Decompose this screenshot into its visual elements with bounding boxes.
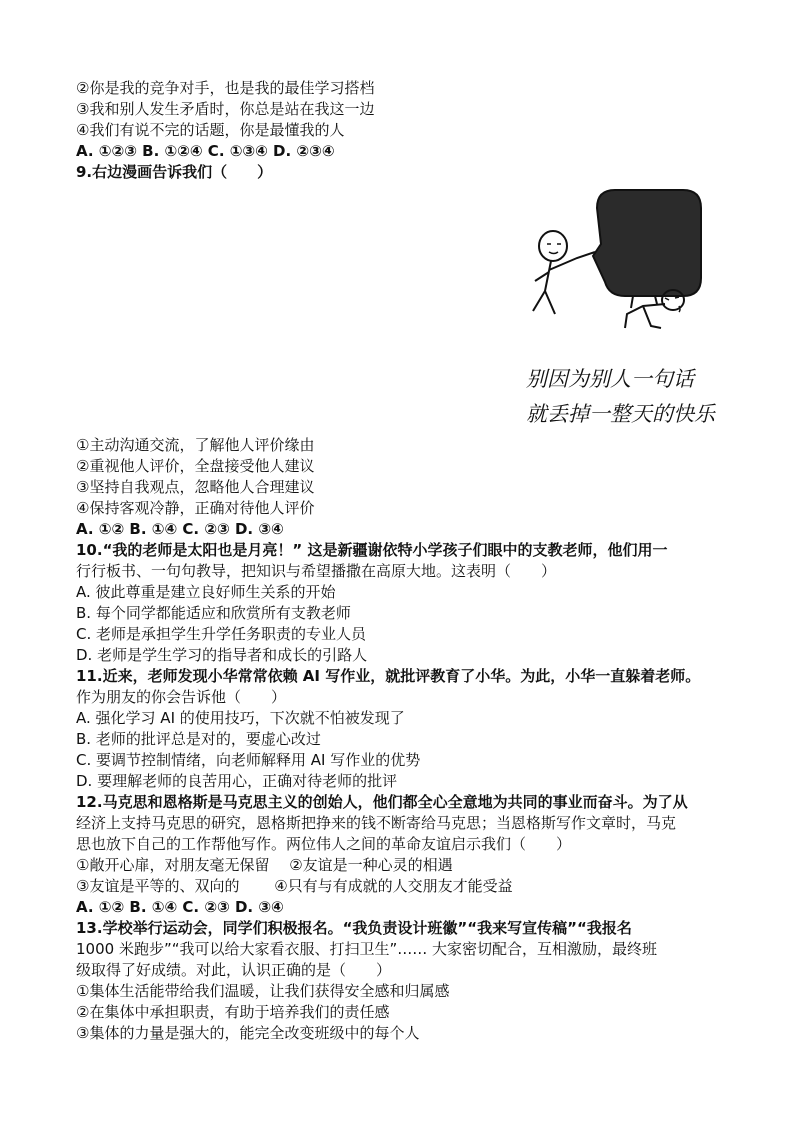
question-13: 13.学校举行运动会，同学们积极报名。“我负责设计班徽”“我来写宣传稿”“我报名: [76, 919, 632, 937]
option-b: B. 老师的批评总是对的，要虚心改过: [76, 730, 321, 748]
question-12-cont: 思也放下自己的工作帮他写作。两位伟人之间的革命友谊启示我们（ ）: [76, 835, 572, 853]
option-c: C. 要调节控制情绪，向老师解释用 AI 写作业的优势: [76, 751, 421, 769]
question-13-cont: 1000 米跑步”“我可以给大家看衣服、打扫卫生”…… 大家密切配合，互相激励，最终班: [76, 940, 658, 958]
option-line: ①集体生活能带给我们温暖，让我们获得安全感和归属感: [76, 982, 450, 1000]
question-10-cont: 行行板书、一句句教导，把知识与希望播撒在高原大地。这表明（ ）: [76, 562, 557, 580]
option-a: A. 彼此尊重是建立良好师生关系的开始: [76, 583, 336, 601]
answer-choices: A. ①② B. ①④ C. ②③ D. ③④: [76, 520, 284, 538]
option-b: B. 每个同学都能适应和欣赏所有支教老师: [76, 604, 351, 622]
question-12: 12.马克思和恩格斯是马克思主义的创始人，他们都全心全意地为共同的事业而奋斗。为了从: [76, 793, 688, 811]
cartoon-caption-line-2: 就丢掉一整天的快乐: [526, 402, 715, 426]
question-11: 11.近来，老师发现小华常常依赖 AI 写作业，就批评教育了小华。为此，小华一直躲着老师。: [76, 667, 701, 685]
option-line: ①主动沟通交流，了解他人评价缘由: [76, 436, 315, 454]
option-a: A. 强化学习 AI 的使用技巧，下次就不怕被发现了: [76, 709, 405, 727]
question-11-cont: 作为朋友的你会告诉他（ ）: [76, 688, 287, 706]
option-c: C. 老师是承担学生升学任务职责的专业人员: [76, 625, 367, 643]
option-line: ③集体的力量是强大的，能完全改变班级中的每个人: [76, 1024, 420, 1042]
cartoon-drawing: [515, 186, 715, 336]
answer-choices: A. ①② B. ①④ C. ②③ D. ③④: [76, 898, 284, 916]
option-line: ②你是我的竞争对手，也是我的最佳学习搭档: [76, 79, 375, 97]
option-line: ④我们有说不完的话题，你是最懂我的人: [76, 121, 345, 139]
question-12-cont: 经济上支持马克思的研究，恩格斯把挣来的钱不断寄给马克思；当恩格斯写作文章时，马克: [76, 814, 677, 832]
question-13-cont: 级取得了好成绩。对此，认识正确的是（ ）: [76, 961, 392, 979]
option-line: ③友谊是平等的、双向的 ④只有与有成就的人交朋友才能受益: [76, 877, 513, 895]
question-10: 10.“我的老师是太阳也是月亮！” 这是新疆谢依特小学孩子们眼中的支教老师，他们用一: [76, 541, 668, 559]
option-line: ③我和别人发生矛盾时，你总是站在我这一边: [76, 100, 375, 118]
option-line: ③坚持自我观点，忽略他人合理建议: [76, 478, 315, 496]
cartoon-caption-line-1: 别因为别人一句话: [526, 367, 694, 391]
option-line: ②在集体中承担职责，有助于培养我们的责任感: [76, 1003, 390, 1021]
option-d: D. 老师是学生学习的指导者和成长的引路人: [76, 646, 368, 664]
answer-choices: A. ①②③ B. ①②④ C. ①③④ D. ②③④: [76, 142, 335, 160]
option-line: ①敞开心扉，对朋友毫无保留 ②友谊是一种心灵的相遇: [76, 856, 453, 874]
option-d: D. 要理解老师的良苦用心，正确对待老师的批评: [76, 772, 398, 790]
option-line: ④保持客观冷静，正确对待他人评价: [76, 499, 315, 517]
cartoon-illustration: [515, 186, 715, 436]
option-line: ②重视他人评价，全盘接受他人建议: [76, 457, 315, 475]
question-9: 9.右边漫画告诉我们（ ）: [76, 163, 273, 181]
